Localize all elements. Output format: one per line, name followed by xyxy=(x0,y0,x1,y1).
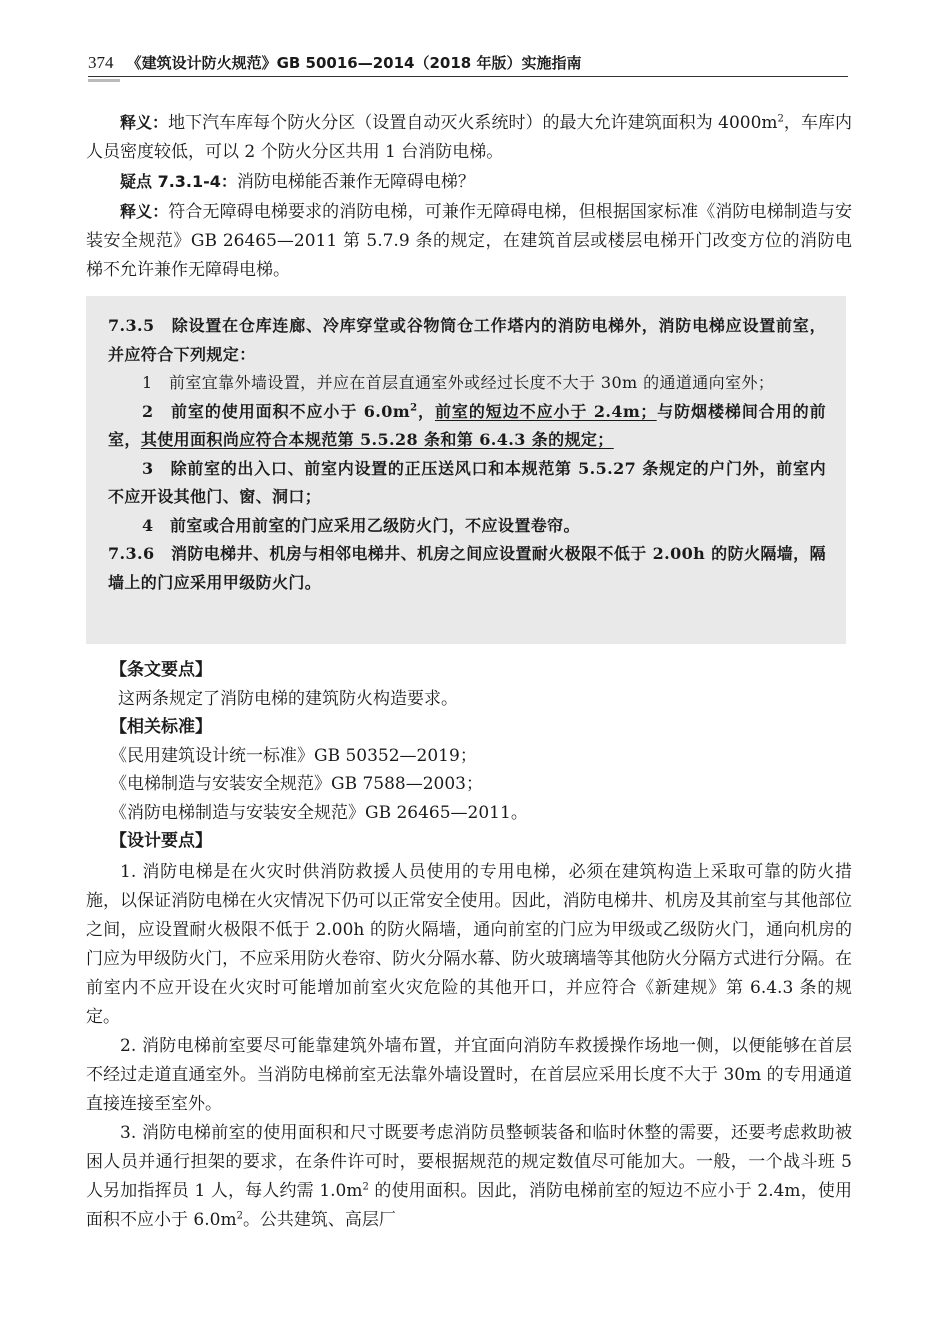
points-heading: 【条文要点】 xyxy=(110,660,212,680)
book-title: 《建筑设计防火规范》GB 50016—2014（2018 年版）实施指南 xyxy=(126,54,582,72)
header-rule xyxy=(88,76,848,77)
code-clause-box xyxy=(86,296,846,644)
page-number: 374 xyxy=(88,53,114,72)
standards-heading: 【相关标准】 xyxy=(110,717,212,737)
standard-item: 《民用建筑设计统一标准》GB 50352—2019； xyxy=(110,745,477,766)
clause-7-3-6: 7.3.6 消防电梯井、机房与相邻电梯井、机房之间应设置耐火极限不低于 2.00h 的防火隔墙，隔墙上的门应采用甲级防火门。 xyxy=(108,544,826,592)
clause-item-3: 3 除前室的出入口、前室内设置的正压送风口和本规范第 5.5.27 条规定的户门外，前室内不应开设其他门、窗、洞口； xyxy=(108,458,826,506)
standard-item: 《电梯制造与安装安全规范》GB 7588—2003； xyxy=(110,774,484,794)
question-paragraph: 疑点 7.3.1-4：消防电梯能否兼作无障碍电梯？ xyxy=(120,172,475,192)
intro-section xyxy=(86,108,852,285)
clause-7-3-5: 7.3.5 除设置在仓库连廊、冷库穿堂或谷物筒仓工作塔内的消防电梯外，消防电梯应设置前室，并应符合下列规定： xyxy=(108,316,826,364)
header-rule-accent xyxy=(88,79,120,82)
running-header xyxy=(88,52,878,74)
standard-item: 《消防电梯制造与安装安全规范》GB 26465—2011。 xyxy=(110,802,528,823)
design-point-3: 3. 消防电梯前室的使用面积和尺寸既要考虑消防员整顿装备和临时休整的需要，还要考虑救助被困人员并通行担架的要求，在条件许可时，要根据规范的规定数值尽可能加大。一般，一个战斗班 5 人另加指挥员 1 人，每人约需 $1.0m^2$ 的使用面积。因此，消防电梯前室的短边不应小于 2.4m，使用面积不应小于 $6.0m^2$。公共建筑、高层厂 xyxy=(86,1123,852,1230)
design-point-2: 2. 消防电梯前室要尽可能靠建筑外墙布置，并宜面向消防车救援操作场地一侧，以便能够在首层不经过走道直通室外。当消防电梯前室无法靠外墙设置时，在首层应采用长度不大于 30m 的专用通道直接连接至室外。 xyxy=(86,1036,852,1114)
explanation-paragraph-1: 释义：地下汽车库每个防火分区（设置自动灭火系统时）的最大允许建筑面积为 $4000m^2$，车库内人员密度较低，可以 2 个防火分区共用 1 台消防电梯。 xyxy=(86,113,852,162)
clause-item-1: 1 前室宜靠外墙设置，并应在首层直通室外或经过长度不大于 30m 的通道通向室外； xyxy=(142,373,775,392)
design-heading: 【设计要点】 xyxy=(110,831,212,851)
explanation-paragraph-2: 释义：符合无障碍电梯要求的消防电梯，可兼作无障碍电梯，但根据国家标准《消防电梯制造与安装安全规范》GB 26465—2011 第 5.7.9 条的规定，在建筑首层或楼层电梯开门改变方位的消防电梯不允许兼作无障碍电梯。 xyxy=(86,202,852,280)
points-text: 这两条规定了消防电梯的建筑防火构造要求。 xyxy=(118,688,458,709)
design-point-1: 1. 消防电梯是在火灾时供消防救援人员使用的专用电梯，必须在建筑构造上采取可靠的防火措施，以保证消防电梯在火灾情况下仍可以正常安全使用。因此，消防电梯井、机房及其前室与其他部位之间，应设置耐火极限不低于 2.00h 的防火隔墙，通向前室的门应为甲级或乙级防火门，通向机房的门应为甲级防火门，不应采用防火卷帘、防火分隔水幕、防火玻璃墙等其他防火分隔方式进行分隔。在前室内不应开设在火灾时可能增加前室火灾危险的其他开口，并应符合《新建规》第 6.4.3 条的规定。 xyxy=(86,862,852,1027)
notes-section xyxy=(110,656,850,856)
clause-item-4: 4 前室或合用前室的门应采用乙级防火门，不应设置卷帘。 xyxy=(142,515,580,535)
design-points xyxy=(86,858,852,1235)
clause-item-2: 2 前室的使用面积不应小于 $6.0m^2$，前室的短边不应小于 2.4m；与防烟楼梯间合用的前室，其使用面积尚应符合本规范第 5.5.28 条和第 6.4.3 条的规定； xyxy=(108,401,826,449)
